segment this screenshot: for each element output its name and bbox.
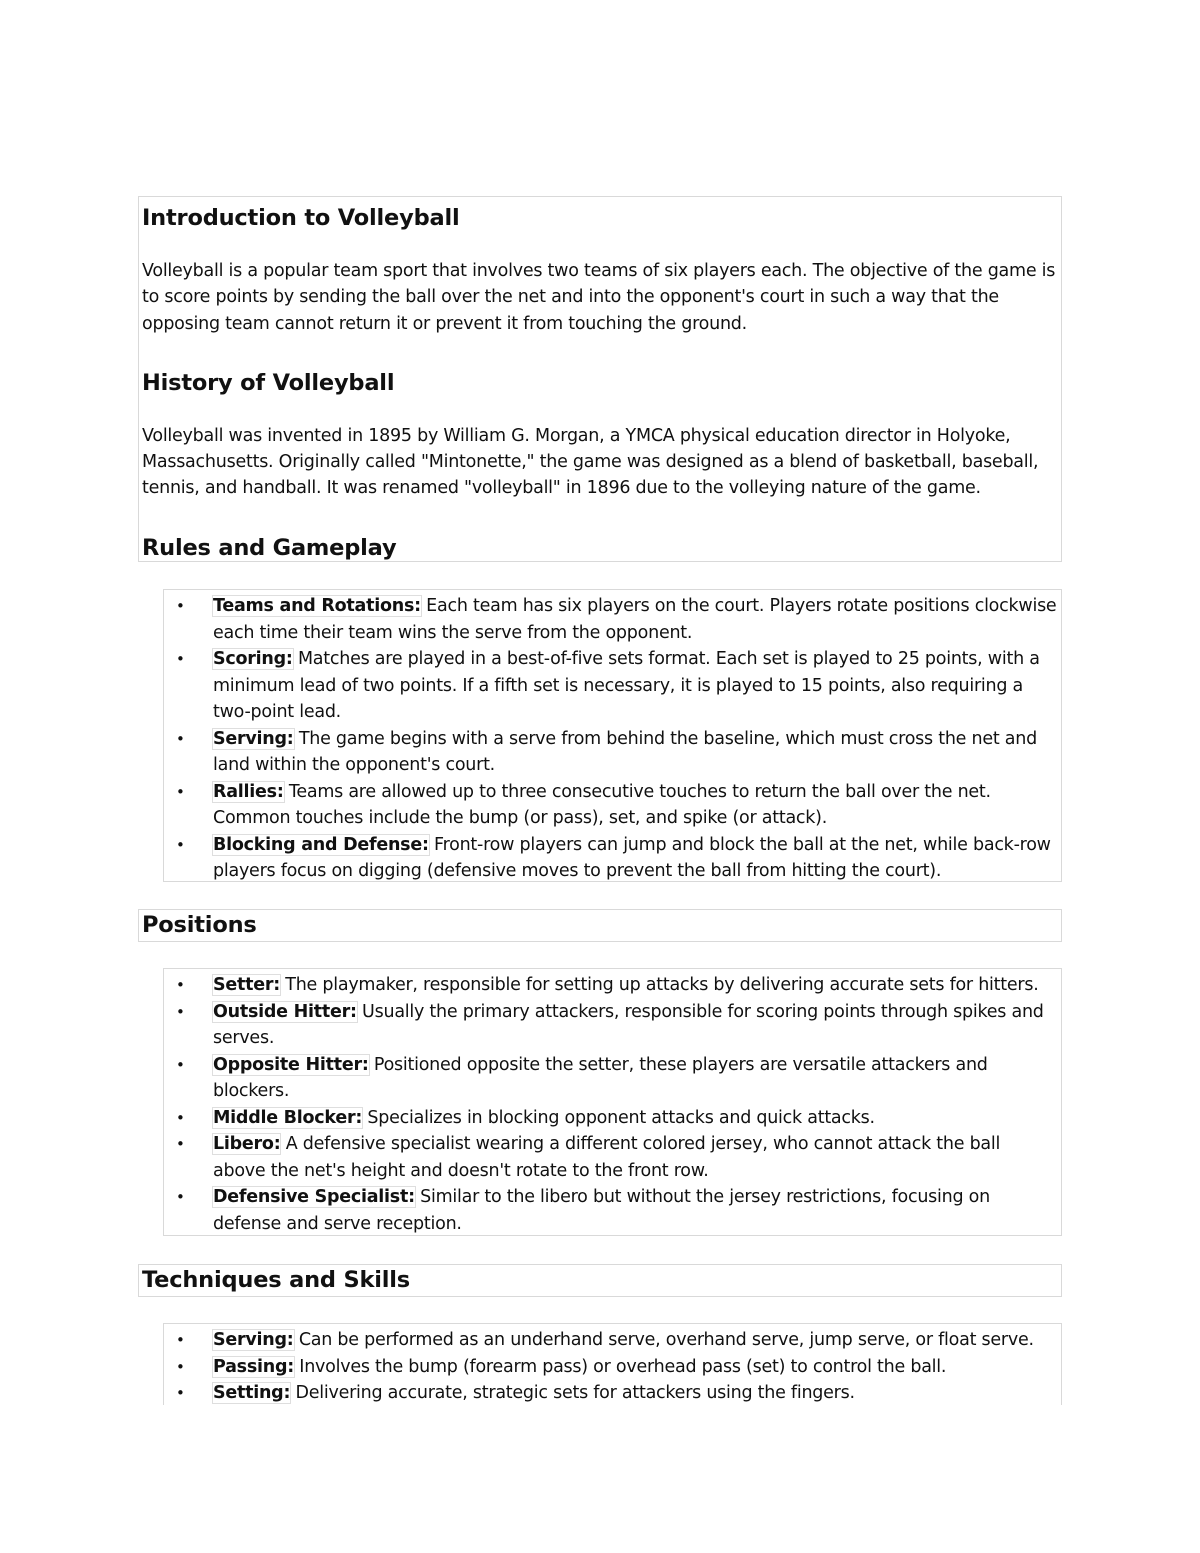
bullet-icon: • [176,1135,185,1153]
bullet-icon: • [176,597,185,615]
list-item-term: Serving: [213,1330,294,1350]
bullet-icon: • [176,1188,185,1206]
list-item-text: Teams are allowed up to three consecutive touches to return the ball over the net. Common touches include the bump (or pass), set, and spike (or attack). [213,781,991,828]
positions-list-item [164,999,1057,1052]
rules-list-item [164,779,1057,832]
history-heading: History of Volleyball [142,369,395,396]
positions-list-item [164,1105,1057,1132]
techniques-list-item [164,1380,1057,1407]
bullet-icon: • [176,650,185,668]
bullet-icon: • [176,1384,185,1402]
bullet-icon: • [176,1331,185,1349]
positions-list [163,968,1062,1236]
list-item-term: Setter: [213,975,280,995]
list-item-term: Passing: [213,1356,294,1377]
rules-list-item [164,726,1057,779]
bullet-icon: • [176,1357,185,1376]
list-item-term: Blocking and Defense: [213,834,429,855]
list-item-text: Involves the bump (forearm pass) or overhead pass (set) to control the ball. [293,1356,947,1377]
list-item-term: Teams and Rotations: [213,596,421,616]
list-item-text: The game begins with a serve from behind the baseline, which must cross the net and land within the opponent's court. [213,728,1037,775]
techniques-list-item [164,1354,1057,1381]
rules-list-item [164,646,1057,726]
bullet-icon: • [176,976,185,994]
bullet-icon: • [176,729,185,748]
list-item-text: A defensive specialist wearing a different colored jersey, who cannot attack the ball above the net's height and doesn't rotate to the front row. [213,1134,1001,1181]
positions-heading: Positions [142,912,257,938]
list-item-term: Scoring: [213,649,293,669]
positions-list-item [164,1131,1057,1184]
list-item-text: The playmaker, responsible for setting up attacks by delivering accurate sets for hitters. [279,975,1039,995]
list-item-text: Specializes in blocking opponent attacks and quick attacks. [362,1107,875,1128]
techniques-header [138,1264,1062,1297]
techniques-list-item [164,1327,1057,1354]
bullet-icon: • [176,1002,185,1021]
list-item-text: Each team has six players on the court. Players rotate positions clockwise each time their team wins the serve from the opponent. [213,596,1057,643]
techniques-heading: Techniques and Skills [142,1267,410,1293]
positions-list-item [164,1184,1057,1237]
positions-list-item [164,972,1057,999]
bullet-icon: • [176,1055,185,1074]
intro-heading: Introduction to Volleyball [142,205,460,231]
bullet-icon: • [176,1108,185,1127]
techniques-list [163,1323,1062,1405]
list-item-text: Front-row players can jump and block the ball at the net, while back-row players focus on digging (defensive moves to prevent the ball from hitting the court). [213,834,1051,881]
rules-list [163,589,1062,882]
positions-list-item [164,1052,1057,1105]
list-item-text: Delivering accurate, strategic sets for attackers using the fingers. [290,1383,855,1403]
list-item-text: Positioned opposite the setter, these players are versatile attackers and blockers. [213,1054,988,1101]
list-item-text: Matches are played in a best-of-five sets format. Each set is played to 25 points, with a minimum lead of two points. If a fifth set is necessary, it is played to 15 points, also requiring a two-point lead. [213,649,1040,722]
intro-paragraph: Volleyball is a popular team sport that involves two teams of six players each. The objective of the game is to score points by sending the ball over the net and into the opponent's court in such a way that the opposing team cannot return it or prevent it from touching the ground. [142,261,1056,334]
list-item-term: Middle Blocker: [213,1107,363,1128]
bullet-icon: • [176,782,185,801]
list-item-text: Can be performed as an underhand serve, overhand serve, jump serve, or float serve. [293,1330,1034,1350]
list-item-term: Outside Hitter: [213,1001,357,1022]
list-item-term: Rallies: [213,781,284,802]
list-item-term: Defensive Specialist: [213,1187,415,1207]
intro-section [138,196,1062,562]
list-item-term: Setting: [213,1383,291,1403]
list-item-term: Opposite Hitter: [213,1054,369,1075]
history-paragraph: Volleyball was invented in 1895 by William G. Morgan, a YMCA physical education director in Holyoke, Massachusetts. Originally called "Mintonette," the game was designed as a blend of basketball, baseball, tennis, and handball. It was renamed "volleyball" in 1896 due to the volleying nature of the game. [142,425,1039,499]
rules-list-item [164,593,1057,646]
rules-list-item [164,832,1057,885]
bullet-icon: • [176,835,185,854]
list-item-text: Similar to the libero but without the jersey restrictions, focusing on defense and serve reception. [213,1187,990,1234]
list-item-term: Serving: [213,728,294,749]
rules-heading: Rules and Gameplay [142,534,397,561]
list-item-term: Libero: [213,1134,281,1154]
list-item-text: Usually the primary attackers, responsible for scoring points through spikes and serves. [213,1001,1044,1048]
positions-header [138,909,1062,942]
